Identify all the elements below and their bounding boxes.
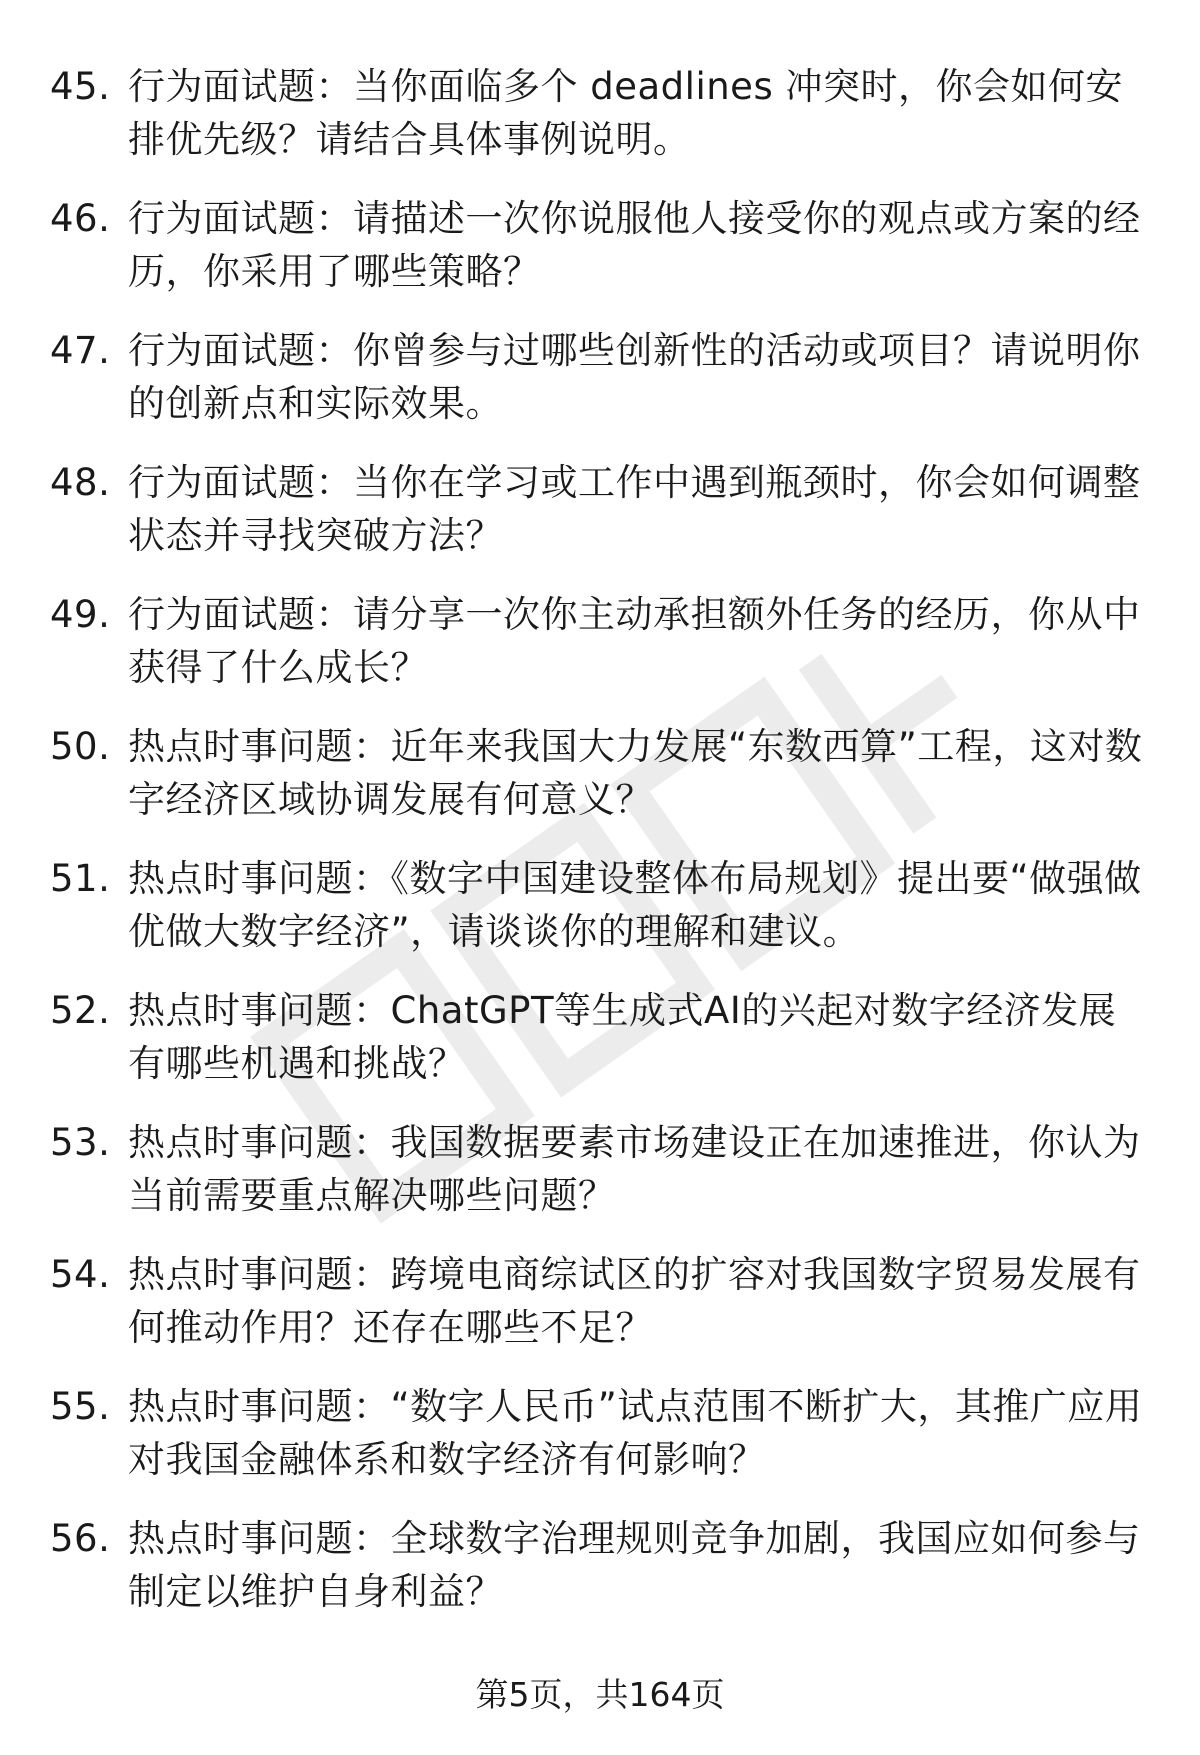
question-number: 46. — [50, 197, 111, 240]
question-number: 52. — [50, 989, 111, 1032]
question-number: 50. — [50, 725, 111, 768]
question-text: 行为面试题：当你面临多个 deadlines 冲突时，你会如何安排优先级？请结合具体事例说明。 — [128, 65, 1123, 161]
question-number: 56. — [50, 1517, 111, 1560]
page-footer: 第5页，共164页 — [475, 1675, 725, 1714]
question-text: 行为面试题：当你在学习或工作中遇到瓶颈时，你会如何调整状态并寻找突破方法？ — [128, 461, 1141, 557]
list-item — [50, 588, 1150, 694]
list-item — [50, 984, 1150, 1090]
list-item — [50, 1380, 1150, 1486]
question-number: 48. — [50, 461, 111, 504]
question-text: 行为面试题：请描述一次你说服他人接受你的观点或方案的经历，你采用了哪些策略？ — [128, 197, 1141, 293]
question-number: 55. — [50, 1385, 111, 1428]
question-number: 45. — [50, 65, 111, 108]
question-number: 47. — [50, 329, 111, 372]
list-item — [50, 852, 1150, 958]
question-text: 热点时事问题：近年来我国大力发展“东数西算”工程，这对数字经济区域协调发展有何意义？ — [128, 725, 1143, 821]
question-number: 54. — [50, 1253, 111, 1296]
question-text: 热点时事问题：ChatGPT等生成式AI的兴起对数字经济发展有哪些机遇和挑战？ — [128, 989, 1117, 1085]
question-list — [50, 60, 1150, 1644]
list-item — [50, 1248, 1150, 1354]
question-number: 49. — [50, 593, 111, 636]
question-number: 51. — [50, 857, 111, 900]
list-item — [50, 456, 1150, 562]
list-item — [50, 192, 1150, 298]
list-item — [50, 1116, 1150, 1222]
question-text: 热点时事问题：“数字人民币”试点范围不断扩大，其推广应用对我国金融体系和数字经济有何影响？ — [128, 1385, 1143, 1481]
list-item — [50, 720, 1150, 826]
question-text: 热点时事问题：《数字中国建设整体布局规划》提出要“做强做优做大数字经济”，请谈谈你的理解和建议。 — [128, 857, 1142, 953]
list-item — [50, 1512, 1150, 1618]
question-text: 热点时事问题：跨境电商综试区的扩容对我国数字贸易发展有何推动作用？还存在哪些不足？ — [128, 1253, 1141, 1349]
question-text: 热点时事问题：全球数字治理规则竞争加剧，我国应如何参与制定以维护自身利益？ — [128, 1517, 1141, 1613]
question-text: 行为面试题：你曾参与过哪些创新性的活动或项目？请说明你的创新点和实际效果。 — [128, 329, 1141, 425]
question-text: 行为面试题：请分享一次你主动承担额外任务的经历，你从中获得了什么成长？ — [128, 593, 1141, 689]
question-text: 热点时事问题：我国数据要素市场建设正在加速推进，你认为当前需要重点解决哪些问题？ — [128, 1121, 1141, 1217]
list-item — [50, 324, 1150, 430]
question-number: 53. — [50, 1121, 111, 1164]
list-item — [50, 60, 1150, 166]
